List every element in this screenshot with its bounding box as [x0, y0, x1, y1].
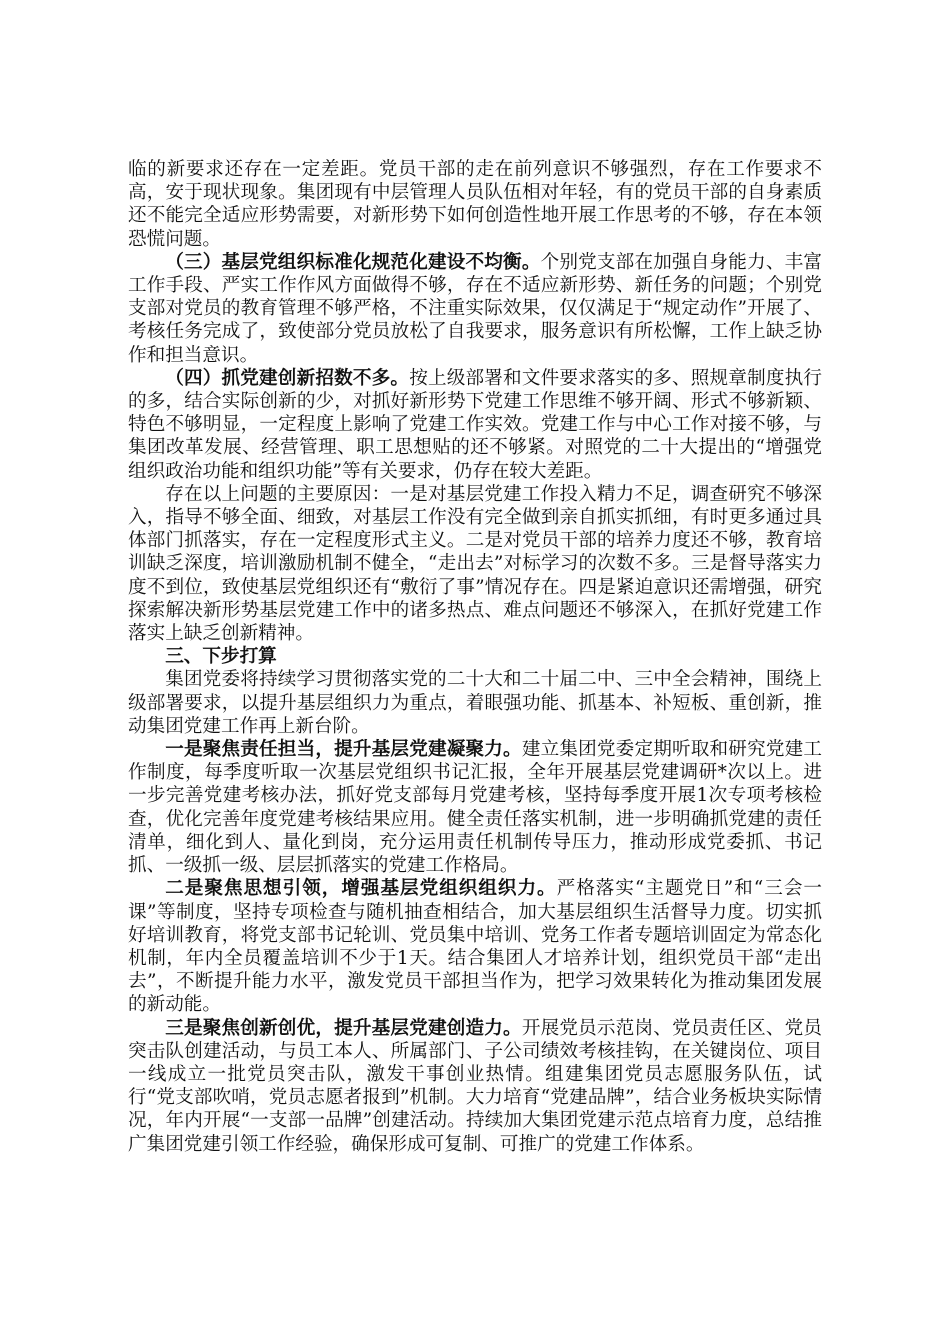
paragraph-continuation	[128, 158, 822, 251]
paragraph-causes	[128, 483, 822, 645]
step-heading: 二是聚焦思想引领，增强基层党组织组织力。	[165, 878, 557, 900]
paragraph-text: 集团党委将持续学习贯彻落实党的二十大和二十届二中、三中全会精神，围绕上级部署要求，以提升基层组织力为重点，着眼强功能、抓基本、补短板、重创新，推动集团党建工作再上新台阶。	[128, 669, 822, 737]
section-heading: （四）抓党建创新招数不多。	[165, 367, 410, 389]
paragraph-text: 建立集团党委定期听取和研究党建工作制度，每季度听取一次基层党组织书记汇报，全年开展基层党建调研*次以上。进一步完善党建考核办法，抓好党支部每月党建考核，坚持每季度开展1次专项考核检查，优化完善年度党建考核结果应用。健全责任落实机制，进一步明确抓党建的责任清单，细化到人、量化到岗，充分运用责任机制传导压力，推动形成党委抓、书记抓、一级抓一级、层层抓落实的党建工作格局。	[128, 739, 822, 877]
paragraph-step-1	[128, 738, 822, 877]
paragraph-step-3	[128, 1017, 822, 1156]
paragraph-section-3	[128, 251, 822, 367]
step-heading: 一是聚焦责任担当，提升基层党建凝聚力。	[165, 739, 522, 761]
paragraph-text: 临的新要求还存在一定差距。党员干部的走在前列意识不够强烈，存在工作要求不高，安于现状现象。集团现有中层管理人员队伍相对年轻，有的党员干部的自身素质还不能完全适应形势需要，对新形势下如何创造性地开展工作思考的不够，存在本领恐慌问题。	[128, 159, 822, 250]
paragraph-text: 存在以上问题的主要原因：一是对基层党建工作投入精力不足，调查研究不够深入，指导不够全面、细致，对基层工作没有完全做到亲自抓实抓细，有时更多通过具体部门抓落实，存在一定程度形式主义。二是对党员干部的培养力度还不够，教育培训缺乏深度，培训激励机制不健全，“走出去”对标学习的次数不多。三是督导落实力度不到位，致使基层党组织还有“敷衍了事”情况存在。四是紧迫意识还需增强，研究探索解决新形势基层党建工作中的诸多热点、难点问题还不够深入，在抓好党建工作落实上缺乏创新精神。	[128, 483, 822, 645]
paragraph-text: 开展党员示范岗、党员责任区、党员突击队创建活动，与员工本人、所属部门、子公司绩效考核挂钩，在关键岗位、项目一线成立一批党员突击队，激发干事创业热情。组建集团党员志愿服务队伍，试行“党支部吹哨，党员志愿者报到”机制。大力培育“党建品牌”，结合业务板块实际情况，年内开展“一支部一品牌”创建活动。持续加大集团党建示范点培育力度，总结推广集团党建引领工作经验，确保形成可复制、可推广的党建工作体系。	[128, 1017, 822, 1155]
paragraph-next-steps-intro	[128, 668, 822, 738]
paragraph-next-steps-heading	[128, 645, 822, 668]
section-heading: （三）基层党组织标准化规范化建设不均衡。	[165, 251, 541, 273]
section-heading: 三、下步打算	[165, 646, 277, 668]
step-heading: 三是聚焦创新创优，提升基层党建创造力。	[165, 1017, 522, 1039]
paragraph-text: 严格落实“主题党日”和“三会一课”等制度，坚持专项检查与随机抽查相结合，加大基层组织生活督导力度。切实抓好培训教育，将党支部书记轮训、党员集中培训、党务工作者专题培训固定为常态化机制，年内全员覆盖培训不少于1天。结合集团人才培养计划，组织党员干部“走出去”，不断提升能力水平，激发党员干部担当作为，把学习效果转化为推动集团发展的新动能。	[128, 878, 822, 1016]
paragraph-step-2	[128, 877, 822, 1016]
paragraph-section-4	[128, 367, 822, 483]
paragraph-text: 按上级部署和文件要求落实的多、照规章制度执行的多，结合实际创新的少，对抓好新形势下党建工作思维不够开阔、形式不够新颖、特色不够明显，一定程度上影响了党建工作实效。党建工作与中心工作对接不够，与集团改革发展、经营管理、职工思想贴的还不够紧。对照党的二十大提出的“增强党组织政治功能和组织功能”等有关要求，仍存在较大差距。	[128, 367, 822, 482]
paragraph-text: 个别党支部在加强自身能力、丰富工作手段、严实工作作风方面做得不够，存在不适应新形势、新任务的问题；个别党支部对党员的教育管理不够严格，不注重实际效果，仅仅满足于“规定动作”开展了、考核任务完成了，致使部分党员放松了自我要求，服务意识有所松懈，工作上缺乏协作和担当意识。	[128, 251, 822, 366]
document-page	[128, 158, 822, 1156]
